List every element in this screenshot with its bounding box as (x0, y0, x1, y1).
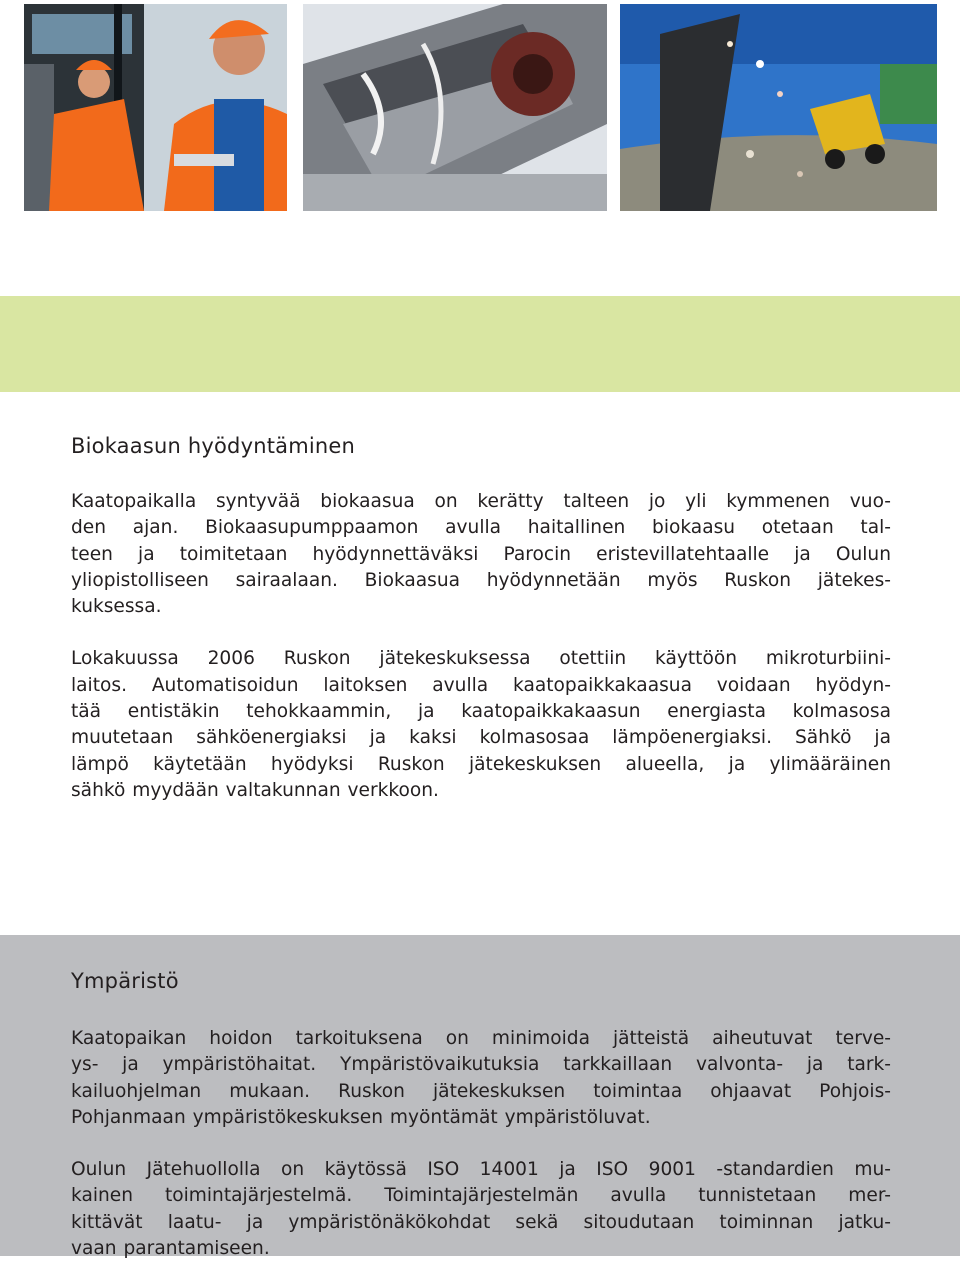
heading-biogas: Biokaasun hyödyntäminen (71, 434, 356, 458)
green-color-band (0, 296, 960, 392)
text-line: muutetaan sähköenergiaksi ja kaksi kolmasosaa lämpöenergiaksi. Sähkö ja (71, 727, 891, 749)
heading-environment: Ympäristö (71, 969, 179, 993)
photo-landfill-conveyor-loader (620, 4, 937, 211)
text-line: yliopistolliseen sairaalaan. Biokaasua hyödynnetään myös Ruskon jätekes- (71, 569, 891, 591)
paragraph-microturbine (71, 646, 891, 804)
paragraph-landfill-management (71, 1026, 891, 1131)
text-line: sähkö myydään valtakunnan verkkoon. (71, 779, 439, 801)
text-line: den ajan. Biokaasupumppaamon avulla haitallinen biokaasu otetaan tal- (71, 517, 891, 539)
text-line: kittävät laatu- ja ympäristönäkökohdat sekä sitoudutaan toiminnan jatku- (71, 1211, 891, 1233)
text-line: kailuohjelman mukaan. Ruskon jätekeskuksen toimintaa ohjaavat Pohjois- (71, 1080, 891, 1102)
text-line: Oulun Jätehuollolla on käytössä ISO 14001 ja ISO 9001 -standardien mu- (71, 1159, 891, 1181)
photo-crane-grab-scrap (303, 4, 607, 211)
text-line: kuksessa. (71, 596, 162, 618)
text-line: Kaatopaikan hoidon tarkoituksena on minimoida jätteistä aiheutuvat terve- (71, 1028, 891, 1049)
text-line: teen ja toimitetaan hyödynnettäväksi Parocin eristevillatehtaalle ja Oulun (71, 543, 891, 565)
text-line: laitos. Automatisoidun laitoksen avulla kaatopaikkakaasua voidaan hyödyn- (71, 674, 891, 696)
paragraph-iso-system (71, 1157, 891, 1262)
paragraph-biogas-collection (71, 489, 891, 620)
text-line: kainen toimintajärjestelmä. Toimintajärjestelmän avulla tunnistetaan mer- (71, 1185, 891, 1207)
text-line: ys- ja ympäristöhaitat. Ympäristövaikutuksia tarkkaillaan valvonta- ja tark- (71, 1054, 891, 1076)
section-biogas (71, 433, 891, 804)
text-line: vaan parantamiseen. (71, 1238, 270, 1260)
text-line: Kaatopaikalla syntyvää biokaasua on kerätty talteen jo yli kymmenen vuo- (71, 491, 891, 512)
photo-workers-at-vehicle (24, 4, 287, 211)
text-line: lämpö käytetään hyödyksi Ruskon jätekeskuksen alueella, ja ylimääräinen (71, 753, 891, 775)
section-environment (71, 968, 891, 1262)
text-line: Pohjanmaan ympäristökeskuksen myöntämät ympäristöluvat. (71, 1106, 651, 1128)
text-line: Lokakuussa 2006 Ruskon jätekeskuksessa otettiin käyttöön mikroturbiini- (71, 648, 891, 670)
text-line: tää entistäkin tehokkaammin, ja kaatopaikkakaasun energiasta kolmasosa (71, 701, 891, 723)
